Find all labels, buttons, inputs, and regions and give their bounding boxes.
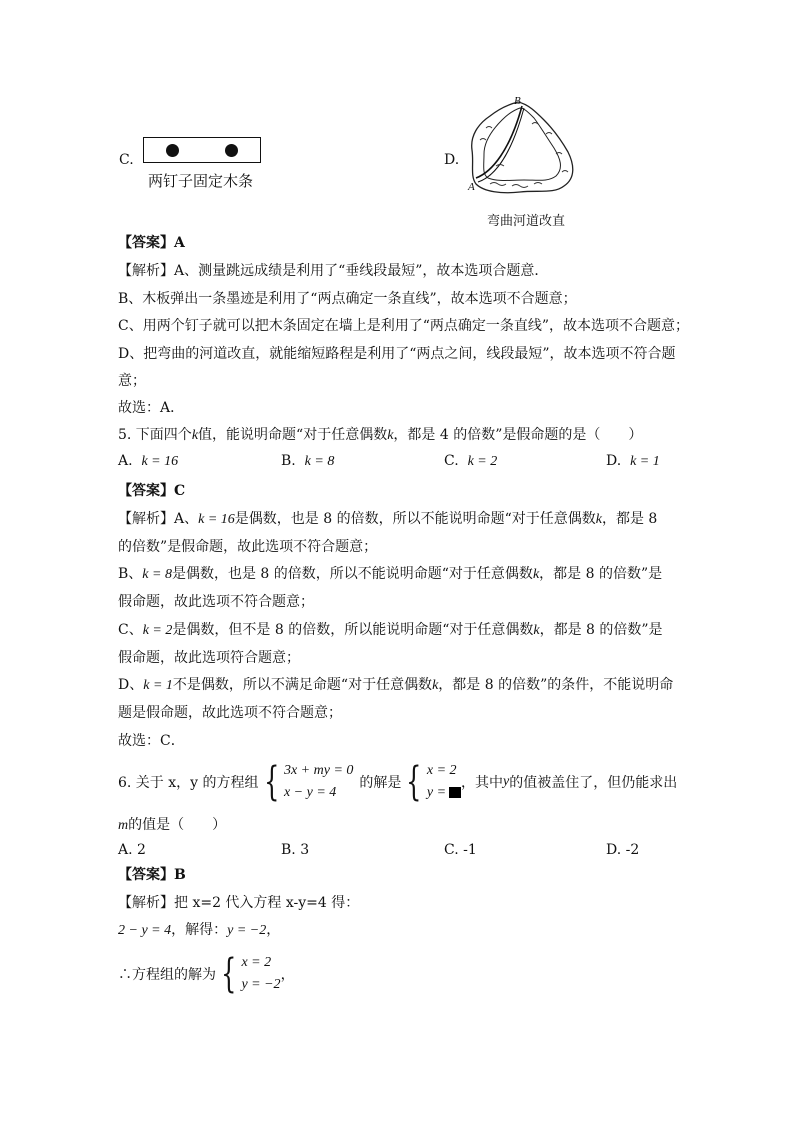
- q6-solution-system: { x = 2 y =: [401, 760, 461, 804]
- q6-answer: 【答案】B: [118, 867, 186, 883]
- point-a-label: A: [468, 181, 475, 193]
- q4-analysis-c: C、用两个钉子就可以把木条固定在墙上是利用了“两点确定一条直线”，故本选项不合题意；: [118, 318, 690, 334]
- q5-analysis-b1: B、k = 8是偶数，也是 8 的倍数，所以不能说明命题“对于任意偶数k，都是 8 的倍数”是: [118, 566, 663, 582]
- q5-option-a: A. k = 16: [118, 453, 179, 469]
- q4-analysis-b: B、木板弹出一条墨迹是利用了“两点确定一条直线”，故本选项不合题意；: [118, 291, 577, 307]
- option-d-letter: D.: [444, 152, 460, 168]
- option-c-letter: C.: [119, 152, 134, 168]
- q5-analysis-a2: 的倍数”是假命题，故此选项不符合题意；: [118, 539, 378, 555]
- q6-option-d: D. -2: [606, 842, 640, 858]
- nail-dot: [166, 144, 179, 157]
- q5-option-c: C. k = 2: [444, 453, 498, 469]
- option-c-caption: 两钉子固定木条: [148, 172, 254, 190]
- q6-option-b: B. 3: [281, 842, 310, 858]
- q6-equation-system: { 3x + my = 0 x − y = 4: [263, 759, 354, 805]
- point-b-label: B: [514, 95, 521, 107]
- q6-step1: 2 − y = 4，解得：y = −2，: [118, 922, 281, 938]
- q6-analysis: 【解析】把 x=2 代入方程 x-y=4 得：: [118, 895, 360, 911]
- q5-analysis-c2: 假命题，故此选项符合题意；: [118, 650, 300, 666]
- option-d-caption: 弯曲河道改直: [487, 214, 566, 229]
- q5-analysis-c1: C、k = 2是偶数，但不是 8 的倍数，所以能说明命题“对于任意偶数k，都是 8 的倍数”是: [118, 622, 663, 638]
- nail-dot: [225, 144, 238, 157]
- q5-analysis-d2: 题是假命题，故此选项不符合题意；: [118, 705, 342, 721]
- q6-option-c: C. -1: [444, 842, 477, 858]
- q5-answer: 【答案】C: [118, 483, 186, 499]
- q5-choose: 故选：C．: [118, 733, 185, 749]
- q5-analysis-d1: D、k = 1不是偶数，所以不满足命题“对于任意偶数k，都是 8 的倍数”的条件，不能说明命: [118, 677, 674, 693]
- q6-final-solution: ∴方程组的解为 { x = 2 y = −2 ，: [118, 951, 295, 997]
- q4-analysis-d1: D、把弯曲的河道改直，就能缩短路程是利用了“两点之间，线段最短”，故本选项不符合题: [118, 346, 676, 362]
- q5-analysis-b2: 假命题，故此选项不符合题意；: [118, 594, 314, 610]
- q5-stem: 5. 下面四个k值，能说明命题“对于任意偶数k，都是 4 的倍数”是假命题的是（ ）: [118, 427, 643, 443]
- q6-option-a: A. 2: [118, 842, 146, 858]
- q5-option-d: D. k = 1: [606, 453, 660, 469]
- q4-choose: 故选：A．: [118, 400, 185, 416]
- q6-stem-line1: 6. 关于 x，y 的方程组 { 3x + my = 0 x − y = 4 的解是 { x = 2 y = ，其中 y 的值被盖住了，但仍能求出: [118, 759, 678, 805]
- river-map-figure: [462, 94, 582, 210]
- q4-analysis-a: 【解析】A、测量跳远成绩是利用了“垂线段最短”，故本选项合题意．: [118, 263, 549, 279]
- q6-stem-line2: m的值是（ ）: [118, 817, 227, 833]
- covered-value-block: [449, 787, 461, 798]
- q5-option-b: B. k = 8: [281, 453, 335, 469]
- q4-analysis-d2: 意；: [118, 373, 146, 389]
- q5-analysis-a1: 【解析】A、k = 16是偶数，也是 8 的倍数，所以不能说明命题“对于任意偶数k，都是 8: [118, 511, 658, 527]
- wood-strip-figure: [143, 137, 261, 163]
- q4-answer: 【答案】A: [118, 235, 185, 251]
